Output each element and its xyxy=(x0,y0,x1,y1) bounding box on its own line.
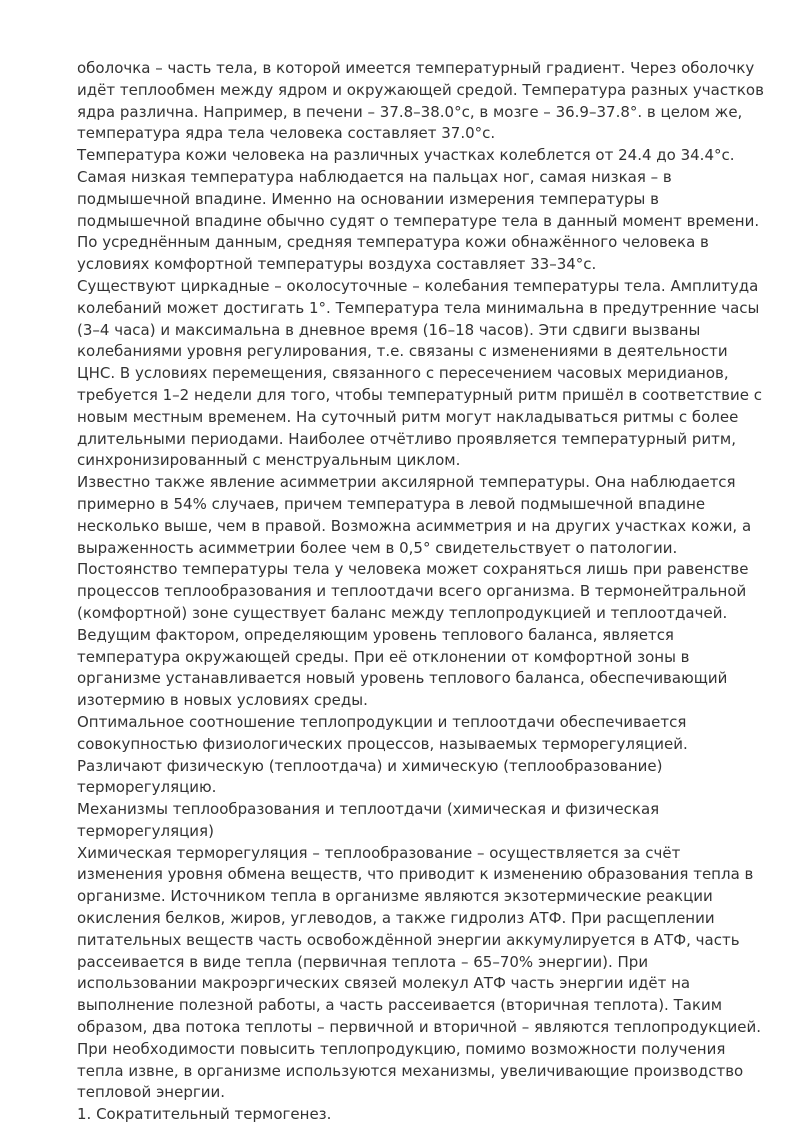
paragraph-heat-production: При необходимости повысить теплопродукцию, помимо возможности получения тепла извне, в организме используются механизмы, увеличивающие производство тепловой энергии. xyxy=(77,1039,744,1102)
document-body xyxy=(77,58,767,1126)
paragraph-axillary-asymmetry: Известно также явление асимметрии аксилярной температуры. Она наблюдается примерно в 54% случаев, причем температура в левой подмышечной впадине несколько выше, чем в правой. Возможна асимметрия и на других участках кожи, а выраженность асимметрии более чем в 0,5° свидетельствует о патологии. Постоянство температуры тела у человека может сохраняться лишь при равенстве процессов теплообразования и теплоотдачи всего организма. В термонейтральной (комфортной) зоне существует баланс между теплопродукцией и теплоотдачей. Ведущим фактором, определяющим уровень теплового баланса, является температура окружающей среды. При её отклонении от комфортной зоны в организме устанавливается новый уровень теплового баланса, обеспечивающий изотермию в новых условиях среды. xyxy=(77,473,752,710)
section-heading-mechanisms: Механизмы теплообразования и теплоотдачи (химическая и физическая терморегуляция) xyxy=(77,800,660,840)
paragraph-thermoregulation: Оптимальное соотношение теплопродукции и теплоотдачи обеспечивается совокупностью физиологических процессов, называемых терморегуляцией. Различают физическую (теплоотдача) и химическую (теплообразование) терморегуляцию. xyxy=(77,712,688,797)
paragraph-skin-temperature: Температура кожи человека на различных участках колеблется от 24.4 до 34.4°с. Самая низкая температура наблюдается на пальцах ног, самая низкая – в подмышечной впадине. Именно на основании измерения температуры в подмышечной впадине обычно судят о температуре тела в данный момент времени. По усреднённым данным, средняя температура кожи обнажённого человека в условиях комфортной температуры воздуха составляет 33–34°с. xyxy=(77,146,760,274)
paragraph-circadian-rhythm: Существуют циркадные – околосуточные – колебания температуры тела. Амплитуда колебаний может достигать 1°. Температура тела минимальна в предутренние часы (3–4 часа) и максимальна в дневное время (16–18 часов). Эти сдвиги вызваны колебаниями уровня регулирования, т.е. связаны с изменениями в деятельности ЦНС. В условиях перемещения, связанного с пересечением часовых меридианов, требуется 1–2 недели для того, чтобы температурный ритм пришёл в соответствие с новым местным временем. На суточный ритм могут накладываться ритмы с более длительными периодами. Наиболее отчётливо проявляется температурный ритм, синхронизированный с менструальным циклом. xyxy=(77,276,762,470)
paragraph-core-temperature: оболочка – часть тела, в которой имеется температурный градиент. Через оболочку идёт теплообмен между ядром и окружающей средой. Температура разных участков ядра различна. Например, в печени – 37.8–38.0°с, в мозге – 36.9–37.8°. в целом же, температура ядра тела человека составляет 37.0°с. xyxy=(77,59,764,143)
list-item-contractile-thermogenesis: 1. Сократительный термогенез. xyxy=(77,1105,332,1124)
paragraph-chemical-thermoregulation: Химическая терморегуляция – теплообразование – осуществляется за счёт изменения уровня обмена веществ, что приводит к изменению образования тепла в организме. Источником тепла в организме являются экзотермические реакции окисления белков, жиров, углеводов, а также гидролиз АТФ. При расщеплении питательных веществ часть освобождённой энергии аккумулируется в АТФ, часть рассеивается в виде тепла (первичная теплота – 65–70% энергии). При использовании макроэргических связей молекул АТФ часть энергии идёт на выполнение полезной работы, а часть рассеивается (вторичная теплота). Таким образом, два потока теплоты – первичной и вторичной – являются теплопродукцией. xyxy=(77,843,762,1037)
